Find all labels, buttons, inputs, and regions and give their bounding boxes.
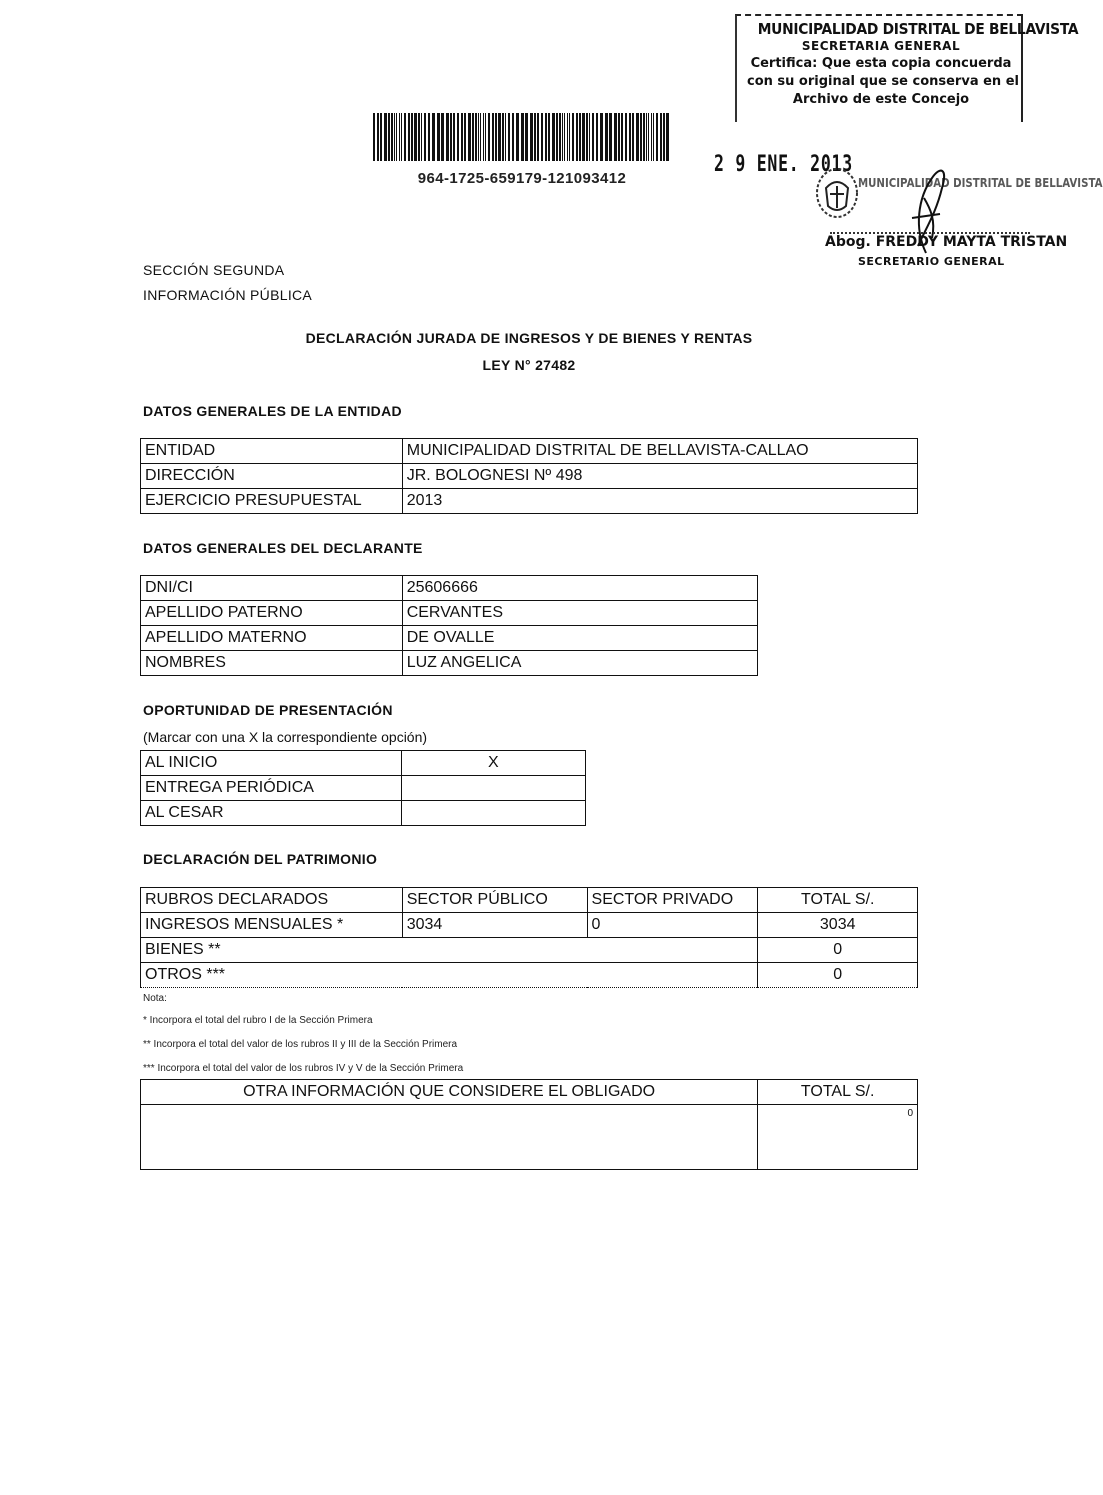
table-row <box>141 801 586 826</box>
patrimony-heading: DECLARACIÓN DEL PATRIMONIO <box>143 851 378 867</box>
total-value: 3034 <box>758 913 918 938</box>
certification-stamp <box>735 14 1079 122</box>
table-row <box>141 938 918 963</box>
stamp-subtitle: SECRETARIA GENERAL <box>801 39 961 53</box>
opportunity-table <box>140 750 586 826</box>
table-row <box>141 776 586 801</box>
table-row <box>141 439 918 464</box>
table-row <box>141 1105 918 1170</box>
subsection-title: INFORMACIÓN PÚBLICA <box>143 287 313 303</box>
column-header: RUBROS DECLARADOS <box>141 888 403 913</box>
other-info-content <box>141 1105 758 1170</box>
declarant-label: APELLIDO MATERNO <box>141 626 403 651</box>
entity-heading: DATOS GENERALES DE LA ENTIDAD <box>143 403 402 419</box>
declarant-label: DNI/CI <box>141 576 403 601</box>
other-info-total-value: 0 <box>758 1105 918 1170</box>
opportunity-mark: X <box>401 751 585 776</box>
column-header: SECTOR PÚBLICO <box>402 888 587 913</box>
document-title: DECLARACIÓN JURADA DE INGRESOS Y DE BIENES Y RENTAS <box>305 330 753 346</box>
opportunity-label: AL CESAR <box>141 801 402 826</box>
other-info-table <box>140 1079 918 1170</box>
table-row <box>141 489 918 514</box>
declarant-value: LUZ ANGELICA <box>402 651 757 676</box>
law-reference: LEY N° 27482 <box>482 357 576 373</box>
declarant-value: CERVANTES <box>402 601 757 626</box>
patrimony-table <box>140 887 918 988</box>
table-row <box>141 751 586 776</box>
total-value: 0 <box>758 963 918 988</box>
entity-value: MUNICIPALIDAD DISTRITAL DE BELLAVISTA-CALLAO <box>402 439 917 464</box>
note-line: * Incorpora el total del rubro I de la Sección Primera <box>143 1015 373 1026</box>
table-row <box>141 963 918 988</box>
opportunity-mark <box>401 801 585 826</box>
signer-name: Abog. FREDDY MAYTA TRISTAN <box>825 234 1068 250</box>
entity-value: JR. BOLOGNESI Nº 498 <box>402 464 917 489</box>
public-sector-value: 3034 <box>402 913 587 938</box>
column-header: SECTOR PRIVADO <box>587 888 758 913</box>
entity-value: 2013 <box>402 489 917 514</box>
table-row <box>141 464 918 489</box>
total-value: 0 <box>758 938 918 963</box>
opportunity-instruction: (Marcar con una X la correspondiente opción) <box>143 729 428 745</box>
table-row <box>141 601 758 626</box>
declarant-label: APELLIDO PATERNO <box>141 601 403 626</box>
table-header-row <box>141 888 918 913</box>
opportunity-label: ENTREGA PERIÓDICA <box>141 776 402 801</box>
table-header-row <box>141 1080 918 1105</box>
note-line: ** Incorpora el total del valor de los rubros II y III de la Sección Primera <box>143 1039 458 1050</box>
entity-label: DIRECCIÓN <box>141 464 403 489</box>
notes-label: Nota: <box>143 993 167 1004</box>
declarant-label: NOMBRES <box>141 651 403 676</box>
note-line: *** Incorpora el total del valor de los rubros IV y V de la Sección Primera <box>143 1063 464 1074</box>
table-row <box>141 651 758 676</box>
opportunity-label: AL INICIO <box>141 751 402 776</box>
entity-table <box>140 438 918 514</box>
declarant-table <box>140 575 758 676</box>
patrimony-label: OTROS *** <box>141 963 758 988</box>
declarant-heading: DATOS GENERALES DEL DECLARANTE <box>143 540 423 556</box>
signer-role: SECRETARIO GENERAL <box>858 255 1005 268</box>
other-info-total-header: TOTAL S/. <box>758 1080 918 1105</box>
barcode-number: 964-1725-659179-121093412 <box>417 170 627 187</box>
opportunity-heading: OPORTUNIDAD DE PRESENTACIÓN <box>143 702 393 718</box>
entity-label: ENTIDAD <box>141 439 403 464</box>
opportunity-mark <box>401 776 585 801</box>
column-header: TOTAL S/. <box>758 888 918 913</box>
declarant-value: 25606666 <box>402 576 757 601</box>
stamp-certify-line: con su original que se conserva en el <box>747 74 1019 89</box>
declarant-value: DE OVALLE <box>402 626 757 651</box>
table-row <box>141 576 758 601</box>
table-row <box>141 626 758 651</box>
table-row <box>141 913 918 938</box>
date-stamp: 2 9 ENE. 2013 <box>714 152 853 177</box>
patrimony-label: INGRESOS MENSUALES * <box>141 913 403 938</box>
municipal-seal-icon <box>812 158 862 228</box>
stamp-certify-line: Certifica: Que esta copia concuerda <box>750 56 1012 71</box>
stamp-title: MUNICIPALIDAD DISTRITAL DE BELLAVISTA <box>757 20 1079 38</box>
patrimony-label: BIENES ** <box>141 938 758 963</box>
seal-text: MUNICIPALIDAD DISTRITAL DE BELLAVISTA <box>858 176 1103 190</box>
entity-label: EJERCICIO PRESUPUESTAL <box>141 489 403 514</box>
stamp-certify-line: Archivo de este Concejo <box>792 92 970 107</box>
barcode <box>373 113 671 161</box>
private-sector-value: 0 <box>587 913 758 938</box>
section-title: SECCIÓN SEGUNDA <box>143 262 285 278</box>
other-info-header: OTRA INFORMACIÓN QUE CONSIDERE EL OBLIGADO <box>141 1080 758 1105</box>
